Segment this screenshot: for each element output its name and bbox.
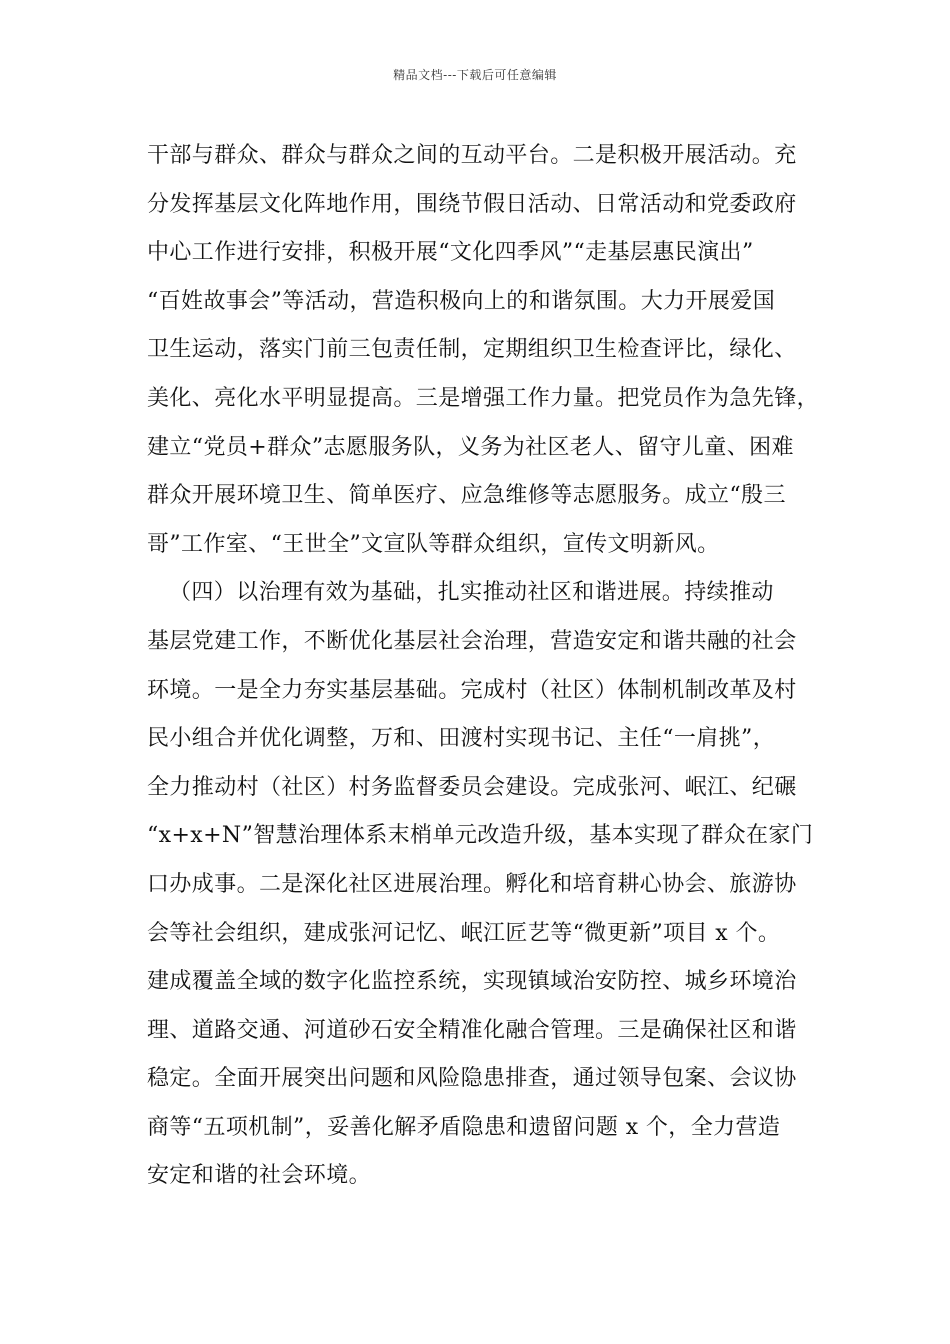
text-line: 全力推动村（社区）村务监督委员会建设。完成张河、岷江、纪碾: [147, 774, 797, 800]
text-line: 干部与群众、群众与群众之间的互动平台。二是积极开展活动。充: [147, 143, 797, 168]
text-line: 安定和谐的社会环境。: [147, 1163, 372, 1189]
text-line: 卫生运动，落实门前三包责任制，定期组织卫生检查评比，绿化、: [147, 337, 797, 363]
text-line: 中心工作进行安排，积极开展“文化四季风”“走基层惠民演出”: [147, 240, 754, 266]
text-line: “百姓故事会”等活动，营造积极向上的和谐氛围。大力开展爱国: [147, 288, 776, 314]
text-line: 建成覆盖全域的数字化监控系统，实现镇域治安防控、城乡环境治: [147, 969, 797, 995]
text-line: 环境。一是全力夯实基层基础。完成村（社区）体制机制改革及村: [147, 677, 797, 703]
text-line: 民小组合并优化调整，万和、田渡村实现书记、主任“一肩挑”，: [147, 726, 776, 752]
text-line: “x+x+N”智慧治理体系末梢单元改造升级，基本实现了群众在家门: [147, 823, 814, 849]
section-heading-line: （四）以治理有效为基础，扎实推动社区和谐进展。持续推动: [169, 580, 774, 606]
text-line: 口办成事。二是深化社区进展治理。孵化和培育耕心协会、旅游协: [147, 871, 797, 897]
text-line: 商等“五项机制”，妥善化解矛盾隐患和遗留问题 x 个，全力营造: [147, 1114, 781, 1140]
text-line: 分发挥基层文化阵地作用，围绕节假日活动、日常活动和党委政府: [147, 191, 797, 217]
text-line: 美化、亮化水平明显提高。三是增强工作力量。把党员作为急先锋，: [147, 385, 820, 411]
text-line: 建立“党员+群众”志愿服务队，义务为社区老人、留守儿童、困难: [147, 434, 794, 460]
text-line: 会等社会组织，建成张河记忆、岷江匠艺等“微更新”项目 x 个。: [147, 920, 781, 946]
text-line: 哥”工作室、“王世全”文宣队等群众组织，宣传文明新风。: [147, 531, 720, 557]
text-line: 群众开展环境卫生、简单医疗、应急维修等志愿服务。成立“殷三: [147, 483, 786, 509]
page-header: 精品文档---下载后可任意编辑: [393, 68, 557, 82]
text-line: 基层党建工作，不断优化基层社会治理，营造安定和谐共融的社会: [147, 628, 797, 654]
text-line: 稳定。全面开展突出问题和风险隐患排查，通过领导包案、会议协: [147, 1066, 797, 1092]
text-line: 理、道路交通、河道砂石安全精准化融合管理。三是确保社区和谐: [147, 1017, 797, 1043]
document-body: [147, 132, 827, 1201]
